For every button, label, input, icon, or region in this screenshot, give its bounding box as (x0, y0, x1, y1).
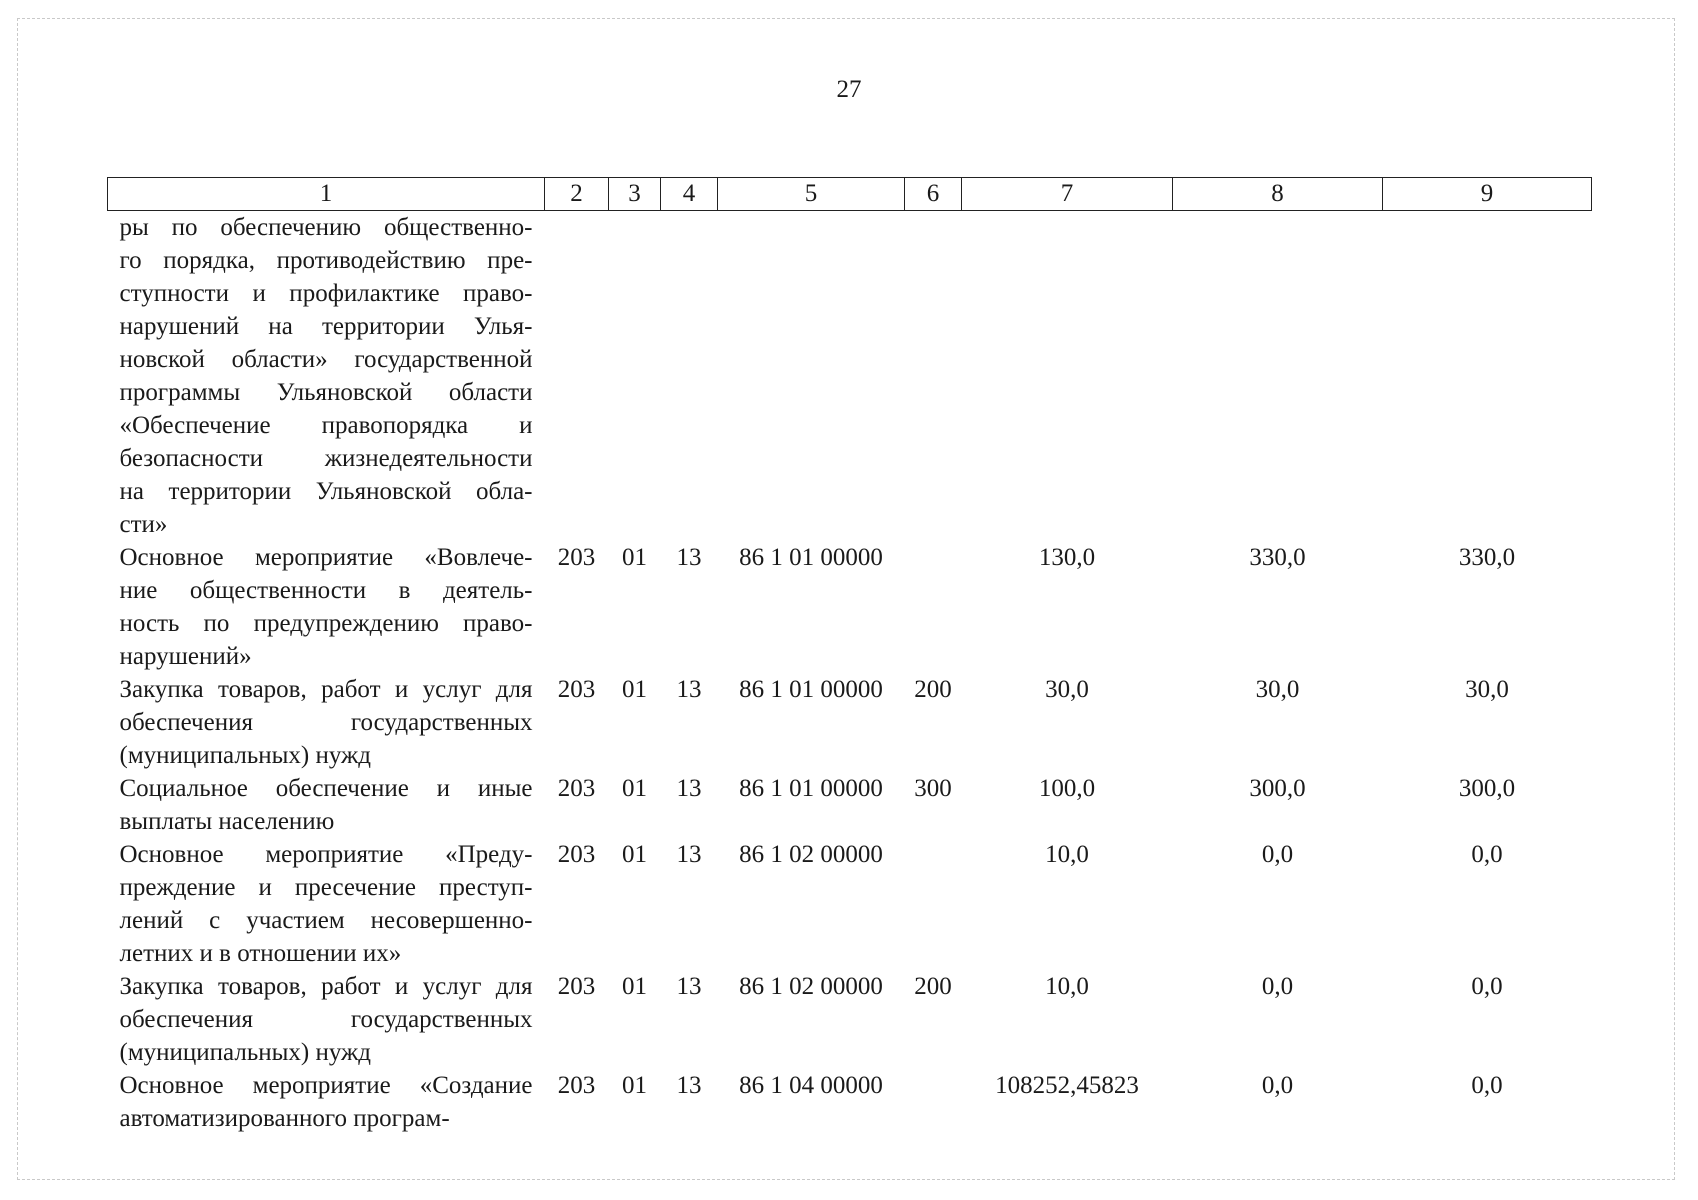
expense-type-code: 300 (914, 775, 952, 802)
section-code: 203 (557, 676, 596, 703)
amount-year-1: 130,0 (1038, 544, 1096, 571)
chapter-code: 01 (622, 1072, 647, 1099)
column-header: 6 (905, 178, 962, 211)
column-header: 2 (545, 178, 609, 211)
column-header: 1 (108, 178, 545, 211)
row-description (108, 541, 545, 673)
amount-year-1: 30,0 (1045, 676, 1089, 703)
description-line: го порядка, противодействию пре- (119, 247, 533, 274)
description-line: Основное мероприятие «Создание (119, 1072, 533, 1099)
row-description (108, 970, 545, 1069)
column-header: 9 (1383, 178, 1592, 211)
description-line: лений с участием несовершенно- (119, 907, 533, 934)
section-code: 203 (557, 1072, 596, 1099)
amount-year-3: 0,0 (1471, 841, 1503, 868)
expense-type-code: 200 (914, 676, 952, 703)
amount-year-3: 0,0 (1471, 1072, 1503, 1099)
description-line: выплаты населению (119, 808, 335, 835)
amount-year-1: 10,0 (1045, 841, 1089, 868)
description-line: автоматизированного програм- (119, 1105, 450, 1132)
amount-year-2: 0,0 (1261, 841, 1294, 868)
description-line: Закупка товаров, работ и услуг для (119, 676, 533, 703)
table-row (108, 541, 1592, 673)
description-line: новской области» государственной (119, 346, 533, 373)
amount-year-3 (1383, 211, 1592, 542)
subchapter-code (661, 211, 718, 542)
description-line: Основное мероприятие «Преду- (119, 841, 533, 868)
chapter-code: 01 (622, 973, 647, 1000)
description-line: Социальное обеспечение и иные (119, 775, 533, 802)
column-header: 8 (1173, 178, 1383, 211)
expense-type-code (905, 838, 962, 970)
page-number: 27 (836, 76, 862, 103)
target-article-code: 86 1 02 00000 (739, 973, 883, 1000)
description-line: безопасности жизнедеятельности (119, 445, 533, 472)
chapter-code: 01 (622, 841, 647, 868)
description-line: ступности и профилактике право- (119, 280, 533, 307)
description-line: ры по обеспечению общественно- (119, 214, 533, 241)
target-article-code: 86 1 02 00000 (739, 841, 883, 868)
table-row (108, 211, 1592, 542)
subchapter-code: 13 (676, 1072, 702, 1099)
amount-year-2: 300,0 (1249, 775, 1306, 802)
description-line: нарушений» (119, 643, 252, 670)
expense-type-code (905, 1069, 962, 1135)
row-description (108, 673, 545, 772)
description-line: нарушений на территории Улья- (119, 313, 533, 340)
amount-year-1 (962, 211, 1173, 542)
column-header: 3 (609, 178, 661, 211)
description-line: (муниципальных) нужд (119, 1039, 372, 1066)
amount-year-3: 330,0 (1458, 544, 1516, 571)
table-row (108, 1069, 1592, 1135)
expense-type-code (905, 211, 962, 542)
amount-year-3: 0,0 (1471, 973, 1503, 1000)
amount-year-1: 100,0 (1038, 775, 1096, 802)
description-line: сти» (119, 511, 168, 538)
description-line: обеспечения государственных (119, 709, 533, 736)
row-description (108, 1069, 545, 1135)
target-article-code: 86 1 01 00000 (739, 775, 883, 802)
chapter-code (609, 211, 661, 542)
amount-year-2: 330,0 (1249, 544, 1306, 571)
section-code: 203 (557, 841, 596, 868)
chapter-code: 01 (622, 775, 647, 802)
section-code: 203 (557, 775, 596, 802)
amount-year-1: 108252,45823 (995, 1072, 1139, 1099)
column-header: 7 (962, 178, 1173, 211)
target-article-code (718, 211, 905, 542)
description-line: ность по предупреждению право- (119, 610, 533, 637)
chapter-code: 01 (622, 676, 647, 703)
subchapter-code: 13 (676, 841, 702, 868)
subchapter-code: 13 (676, 544, 702, 571)
table-row (108, 970, 1592, 1069)
description-line: на территории Ульяновской обла- (119, 478, 533, 505)
subchapter-code: 13 (676, 676, 702, 703)
expense-type-code (905, 541, 962, 673)
amount-year-2: 0,0 (1261, 1072, 1294, 1099)
section-code: 203 (557, 544, 596, 571)
chapter-code: 01 (622, 544, 647, 571)
section-code: 203 (557, 973, 596, 1000)
description-line: летних и в отношении их» (119, 940, 402, 967)
section-code (545, 211, 609, 542)
description-line: обеспечения государственных (119, 1006, 533, 1033)
amount-year-1: 10,0 (1045, 973, 1089, 1000)
table-header-row (108, 178, 1592, 211)
row-description (108, 838, 545, 970)
description-line: программы Ульяновской области (119, 379, 533, 406)
target-article-code: 86 1 01 00000 (739, 676, 883, 703)
amount-year-3: 300,0 (1458, 775, 1516, 802)
column-header: 5 (718, 178, 905, 211)
row-description (108, 211, 545, 542)
amount-year-2: 30,0 (1255, 676, 1300, 703)
target-article-code: 86 1 04 00000 (739, 1072, 883, 1099)
subchapter-code: 13 (676, 973, 702, 1000)
column-header: 4 (661, 178, 718, 211)
description-line: Закупка товаров, работ и услуг для (119, 973, 533, 1000)
table-row (108, 772, 1592, 838)
amount-year-2 (1173, 211, 1383, 542)
description-line: Основное мероприятие «Вовлече- (119, 544, 533, 571)
table-row (108, 673, 1592, 772)
budget-table (107, 177, 1592, 1135)
amount-year-2: 0,0 (1261, 973, 1294, 1000)
description-line: «Обеспечение правопорядка и (119, 412, 533, 439)
row-description (108, 772, 545, 838)
amount-year-3: 30,0 (1465, 676, 1509, 703)
description-line: преждение и пресечение преступ- (119, 874, 533, 901)
expense-type-code: 200 (914, 973, 952, 1000)
description-line: (муниципальных) нужд (119, 742, 372, 769)
table-row (108, 838, 1592, 970)
subchapter-code: 13 (676, 775, 702, 802)
description-line: ние общественности в деятель- (119, 577, 533, 604)
target-article-code: 86 1 01 00000 (739, 544, 883, 571)
